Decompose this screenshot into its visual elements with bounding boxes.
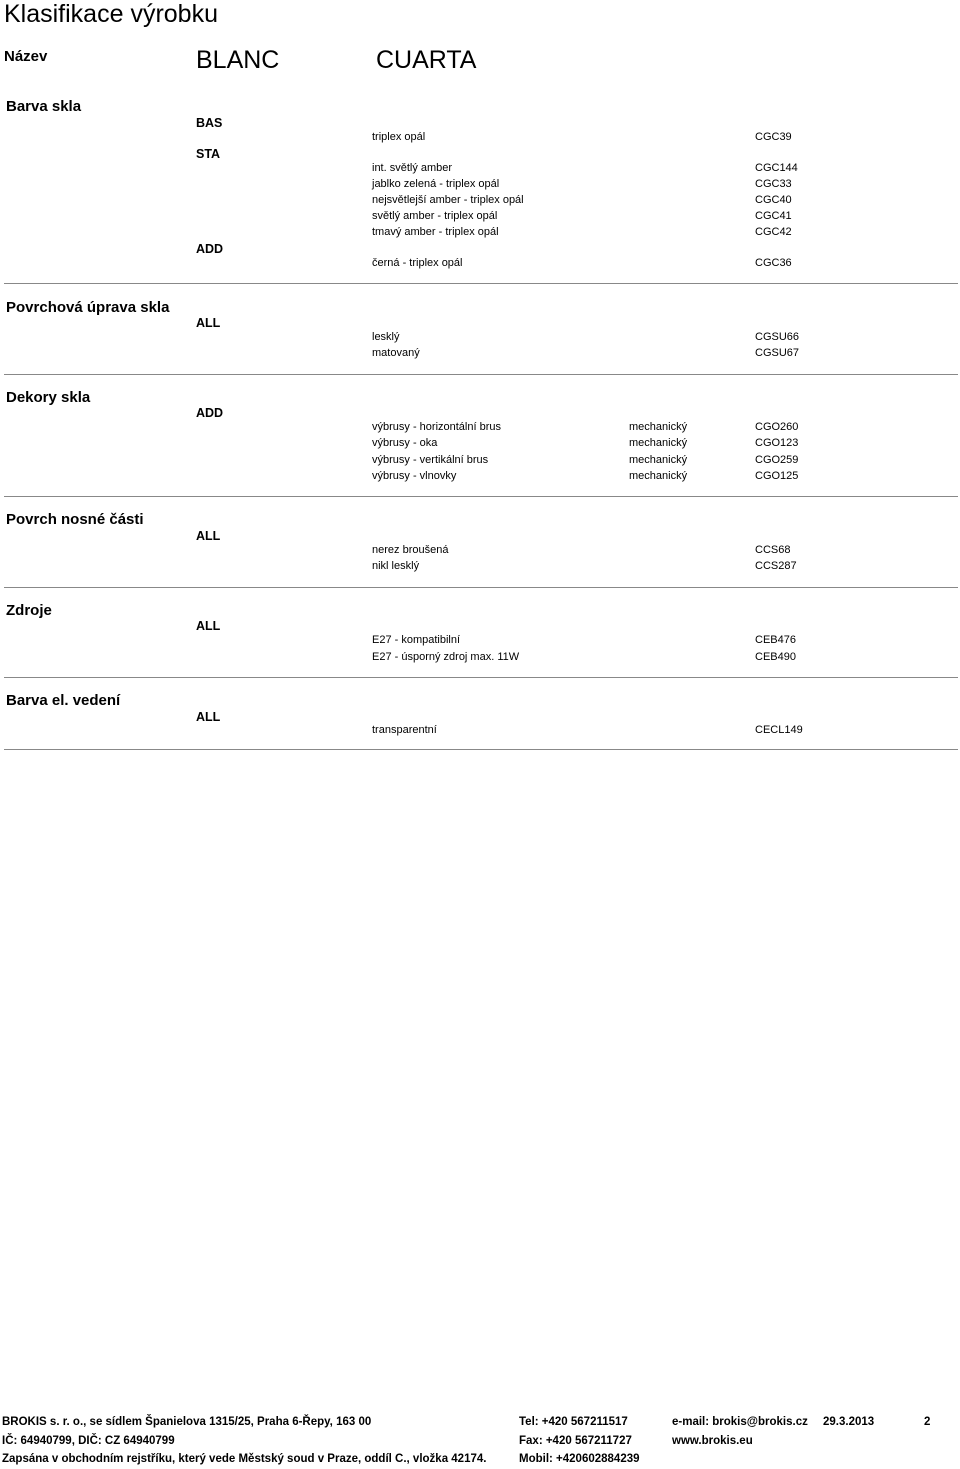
option-text: transparentní — [372, 724, 437, 736]
category-tag: ALL — [196, 316, 221, 330]
option-code: CCS287 — [755, 560, 797, 572]
option-code: CGC144 — [755, 162, 798, 174]
category-tag: ALL — [196, 710, 221, 724]
section-label: Zdroje — [6, 602, 52, 619]
footer-web[interactable]: www.brokis.eu — [672, 1435, 753, 1447]
product-name: BLANC — [196, 46, 280, 74]
option-code: CGSU67 — [755, 347, 800, 359]
footer-email[interactable]: e-mail: brokis@brokis.cz — [672, 1416, 808, 1428]
section-label: Barva skla — [6, 98, 82, 115]
option-code: CGO125 — [755, 470, 799, 482]
option-text: E27 - kompatibilní — [372, 634, 461, 646]
section-divider — [4, 749, 958, 750]
option-text: int. světlý amber — [372, 162, 453, 174]
section-label: Barva el. vedení — [6, 692, 121, 709]
footer-date: 29.3.2013 — [823, 1416, 875, 1428]
option-code: CGO123 — [755, 437, 799, 449]
footer-register: Zapsána v obchodním rejstříku, který vede Městský soud v Praze, oddíl C., vložka 42174. — [2, 1453, 487, 1465]
product-name: CUARTA — [376, 46, 477, 74]
section-label: Povrchová úprava skla — [6, 299, 170, 316]
option-code: CECL149 — [755, 724, 803, 736]
option-code: CGSU66 — [755, 331, 800, 343]
footer-company: BROKIS s. r. o., se sídlem Španielova 1315/25, Praha 6-Řepy, 163 00 — [2, 1416, 372, 1428]
option-text: tmavý amber - triplex opál — [372, 226, 499, 238]
page-number: 2 — [924, 1416, 931, 1428]
option-text: lesklý — [372, 331, 400, 343]
page-title: Klasifikace výrobku — [4, 0, 218, 28]
option-text: triplex opál — [372, 131, 426, 143]
option-text: černá - triplex opál — [372, 257, 463, 269]
option-text: nejsvětlejší amber - triplex opál — [372, 194, 524, 206]
section-label: Dekory skla — [6, 389, 91, 406]
section-divider — [4, 374, 958, 375]
category-tag: STA — [196, 147, 221, 161]
option-code: CGC39 — [755, 131, 792, 143]
option-text: nerez broušená — [372, 544, 449, 556]
option-method: mechanický — [629, 421, 688, 433]
footer-ids: IČ: 64940799, DIČ: CZ 64940799 — [2, 1435, 175, 1447]
option-text: výbrusy - horizontální brus — [372, 421, 501, 433]
option-text: světlý amber - triplex opál — [372, 210, 498, 222]
category-tag: ALL — [196, 529, 221, 543]
section-label: Povrch nosné části — [6, 511, 144, 528]
section-divider — [4, 283, 958, 284]
option-code: CGC40 — [755, 194, 792, 206]
option-method: mechanický — [629, 437, 688, 449]
option-text: výbrusy - oka — [372, 437, 438, 449]
category-tag: ADD — [196, 406, 224, 420]
option-code: CGO259 — [755, 454, 799, 466]
option-code: CEB490 — [755, 651, 796, 663]
option-text: matovaný — [372, 347, 420, 359]
option-code: CGO260 — [755, 421, 799, 433]
option-text: výbrusy - vertikální brus — [372, 454, 489, 466]
option-code: CEB476 — [755, 634, 796, 646]
option-code: CGC41 — [755, 210, 792, 222]
category-tag: ALL — [196, 619, 221, 633]
option-text: jablko zelená - triplex opál — [372, 178, 500, 190]
option-method: mechanický — [629, 470, 688, 482]
footer-mobile: Mobil: +420602884239 — [519, 1453, 640, 1465]
option-code: CCS68 — [755, 544, 791, 556]
option-text: nikl lesklý — [372, 560, 420, 572]
footer-fax: Fax: +420 567211727 — [519, 1435, 632, 1447]
footer-tel: Tel: +420 567211517 — [519, 1416, 628, 1428]
option-text: E27 - úsporný zdroj max. 11W — [372, 651, 520, 663]
name-label: Název — [4, 48, 48, 65]
option-code: CGC42 — [755, 226, 792, 238]
option-code: CGC33 — [755, 178, 792, 190]
category-tag: BAS — [196, 116, 223, 130]
category-tag: ADD — [196, 242, 224, 256]
section-divider — [4, 587, 958, 588]
option-method: mechanický — [629, 454, 688, 466]
section-divider — [4, 677, 958, 678]
option-text: výbrusy - vlnovky — [372, 470, 457, 482]
option-code: CGC36 — [755, 257, 792, 269]
section-divider — [4, 496, 958, 497]
